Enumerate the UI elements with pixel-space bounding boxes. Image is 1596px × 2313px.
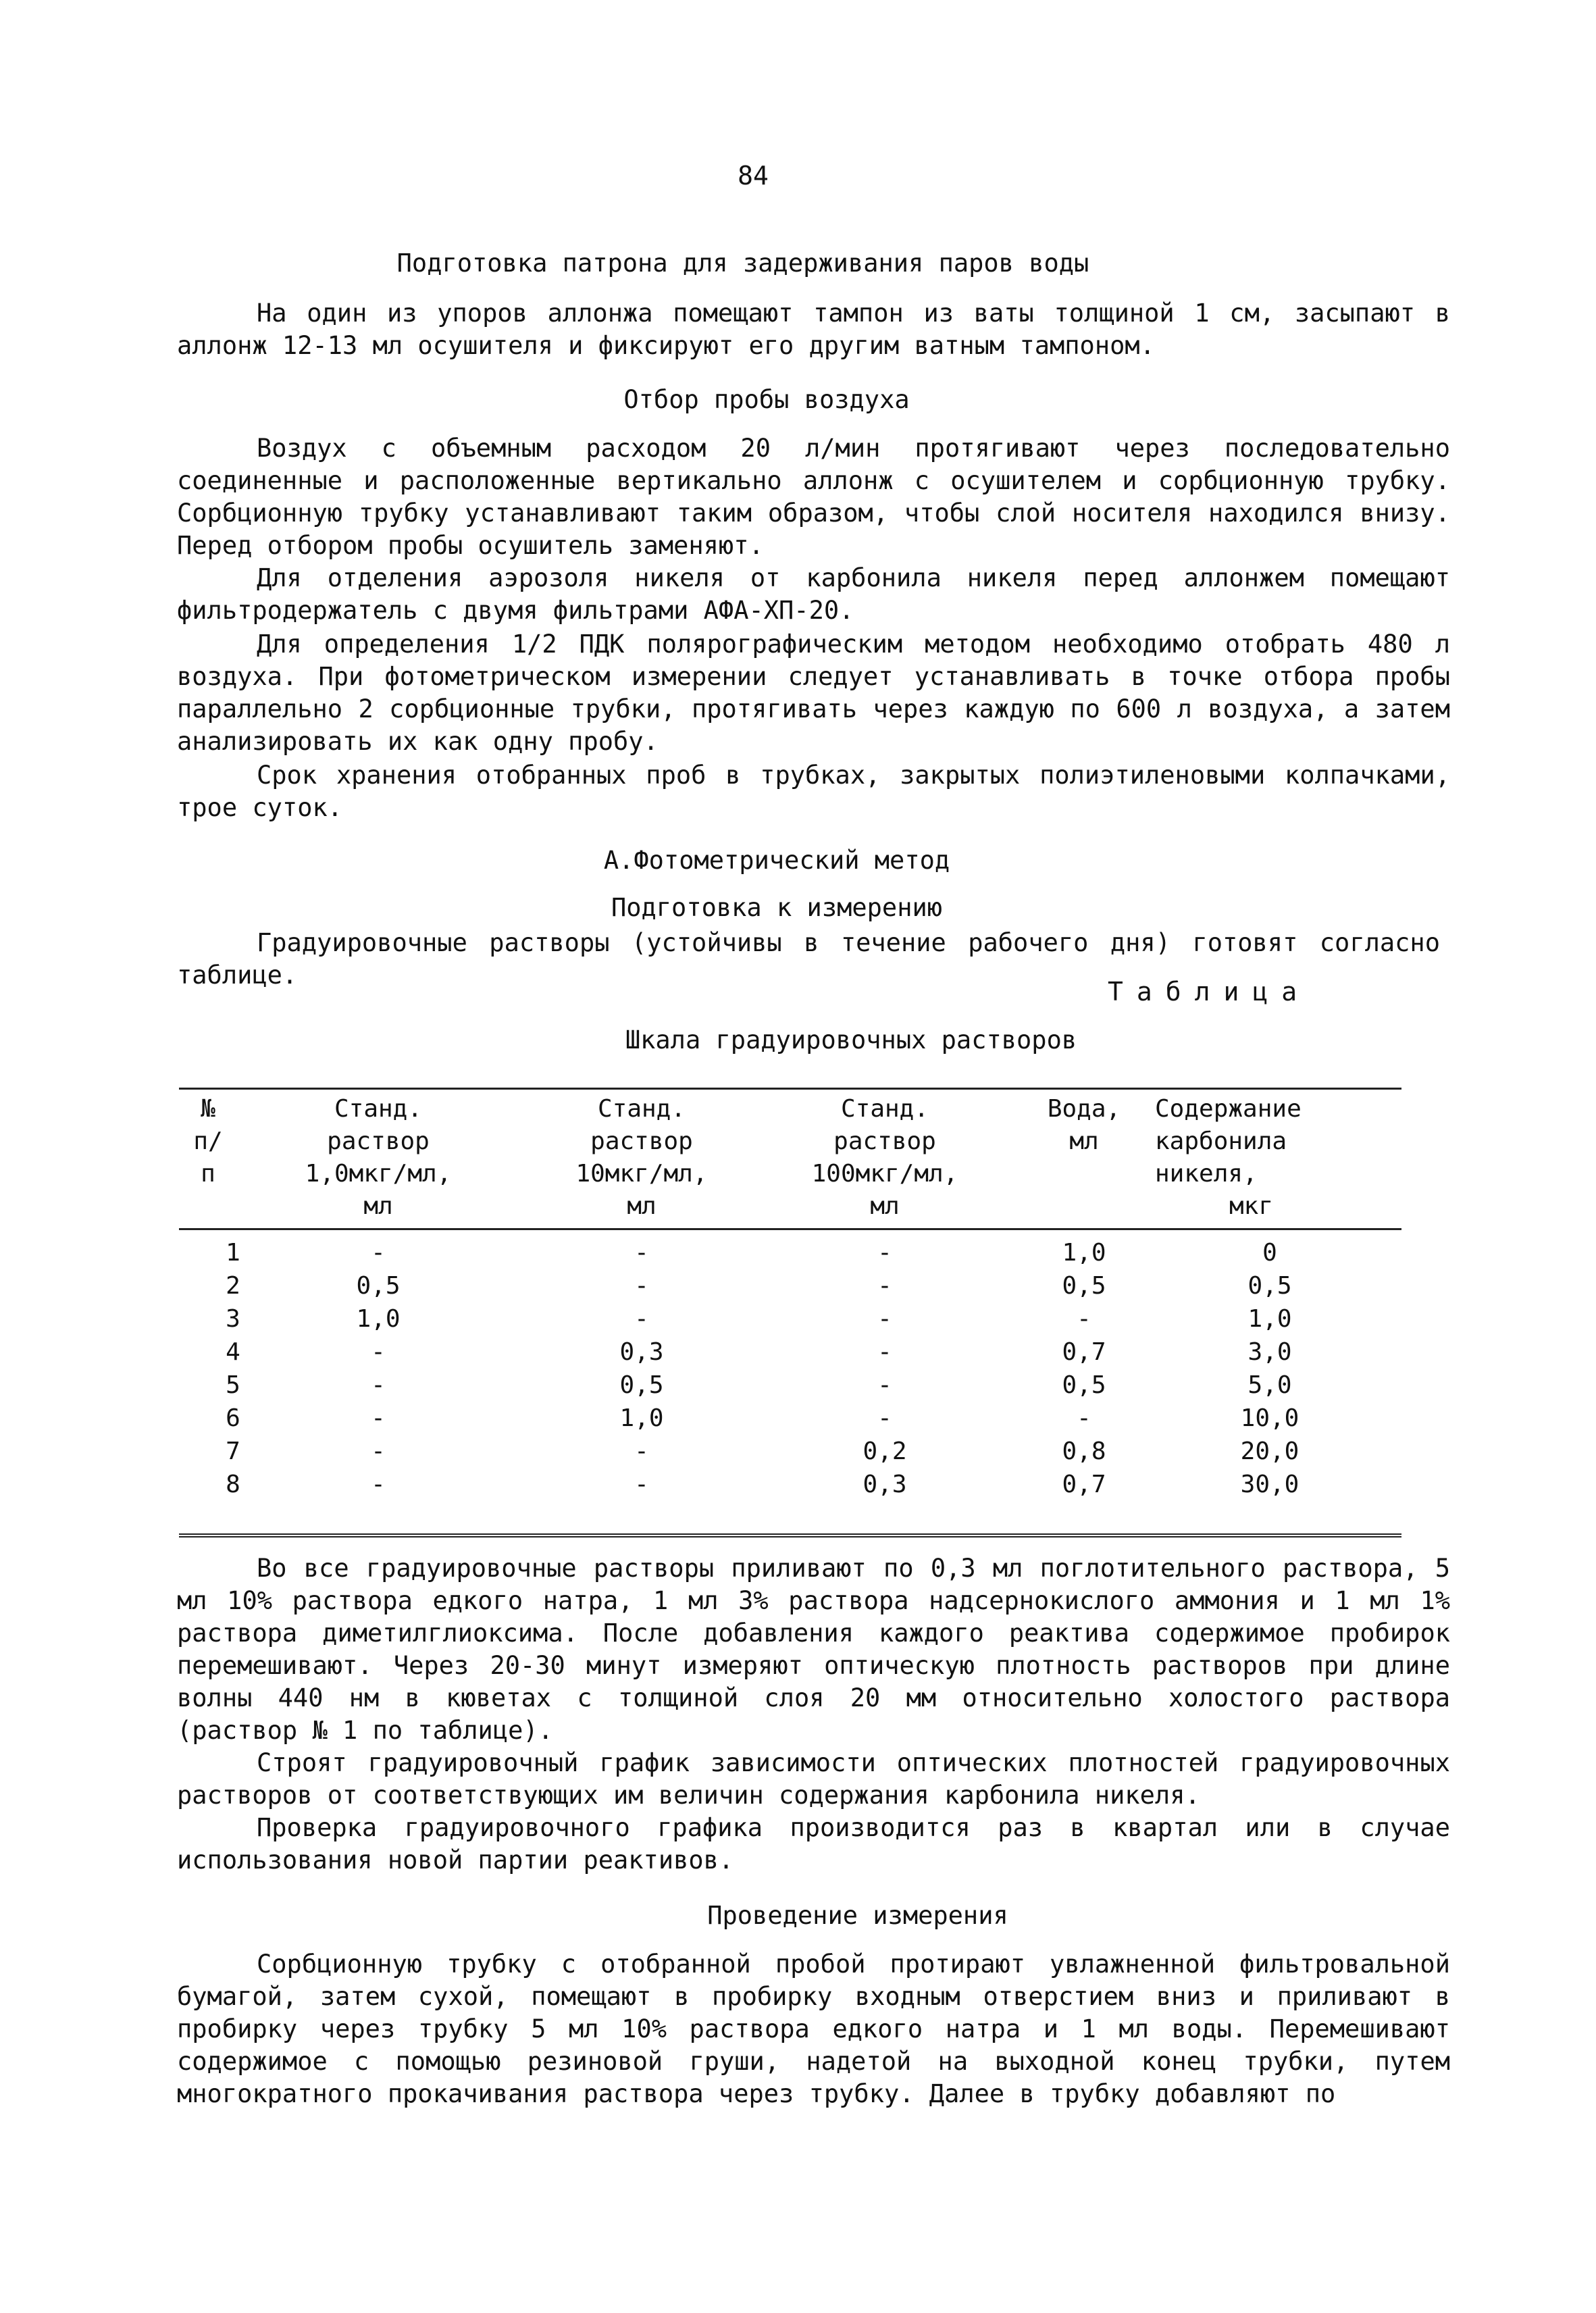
table-cell: 5 xyxy=(226,1371,240,1399)
column-header-line: раствор xyxy=(327,1127,430,1155)
column-header-line: мл xyxy=(627,1192,657,1220)
paragraph-cartridge: На один из упоров аллонжа помещают тампон из ваты толщиной 1 см, засыпают в аллонж 12-13 мл осушителя и фиксируют его другим ватным тампоном. xyxy=(177,299,1450,360)
table-cell: - xyxy=(634,1305,649,1333)
table-cell: - xyxy=(634,1239,649,1267)
table-cell: - xyxy=(877,1272,892,1300)
table-cell: - xyxy=(371,1438,386,1465)
page-number: 84 xyxy=(738,161,769,190)
table-cell: 0,5 xyxy=(1062,1371,1106,1399)
table-cell: 30,0 xyxy=(1240,1471,1299,1498)
table-cell: - xyxy=(877,1371,892,1399)
paragraph-sampling-4: Срок хранения отобранных проб в трубках, закрытых полиэтиленовыми колпачками, трое суток. xyxy=(177,761,1450,822)
column-header-line: 100мкг/мл, xyxy=(811,1160,958,1188)
table-cell: 1 xyxy=(226,1239,240,1267)
column-header-number xyxy=(188,1093,228,1190)
table-cell: - xyxy=(371,1338,386,1366)
table-cell: 3 xyxy=(226,1305,240,1333)
table-title: Шкала градуировочных растворов xyxy=(625,1025,1077,1054)
table-header-rule xyxy=(179,1228,1401,1230)
table-cell: 0,2 xyxy=(863,1438,907,1465)
table-cell: - xyxy=(371,1404,386,1432)
subheading-preparation: Подготовка к измерению xyxy=(611,893,943,922)
table-cell: 0,7 xyxy=(1062,1471,1106,1498)
column-header-line: Вода, xyxy=(1047,1095,1121,1123)
column-header-line: Станд. xyxy=(840,1095,929,1123)
table-cell: 0,3 xyxy=(619,1338,664,1366)
table-cell: 5,0 xyxy=(1247,1371,1292,1399)
table-cell: 0,5 xyxy=(1247,1272,1292,1300)
column-header-standard-100 xyxy=(790,1093,979,1223)
table-cell: 0,5 xyxy=(619,1371,664,1399)
column-header-line: 1,0мкг/мл, xyxy=(305,1160,452,1188)
table-cell: 1,0 xyxy=(619,1404,664,1432)
paragraph-sampling-2: Для отделения аэрозоля никеля от карбонила никеля перед аллонжем помещают фильтродержатель с двумя фильтрами АФА-ХП-20. xyxy=(177,563,1450,625)
section-heading-cartridge: Подготовка патрона для задерживания паров воды xyxy=(396,249,1089,278)
column-header-line: мл xyxy=(870,1192,900,1220)
table-cell: 0 xyxy=(1262,1239,1277,1267)
column-header-line: раствор xyxy=(590,1127,693,1155)
column-header-line: п/п xyxy=(193,1127,223,1188)
column-header-water xyxy=(1033,1093,1135,1158)
table-cell: - xyxy=(877,1239,892,1267)
paragraph-sampling-1: Воздух с объемным расходом 20 л/мин протягивают через последовательно соединенные и расположенные вертикально аллонж с осушителем и сорбционную трубку. Сорбционную трубку устанавливают таким образом, чтобы слой носителя находился внизу. Перед отбором пробы осушитель заменяют. xyxy=(177,434,1450,560)
section-heading-measurement: Проведение измерения xyxy=(707,1901,1008,1930)
table-cell: 2 xyxy=(226,1272,240,1300)
table-cell: 3,0 xyxy=(1247,1338,1292,1366)
paragraph-measurement: Сорбционную трубку с отобранной пробой протирают увлажненной фильтровальной бумагой, затем сухой, помещают в пробирку входным отверстием вниз и приливают в пробирку через трубку 5 мл 10% раствора едкого натра и 1 мл воды. Перемешивают содержимое с помощью резиновой груши, надетой на выходной конец трубки, путем многократного прокачивания раствора через трубку. Далее в трубку добавляют по xyxy=(177,1950,1450,2108)
paragraph-reagents: Во все градуировочные растворы приливают по 0,3 мл поглотительного раствора, 5 мл 10% раствора едкого натра, 1 мл 3% раствора надсернокислого аммония и 1 мл 1% раствора диметилглиоксима. После добавления каждого реактива содержимое пробирок перемешивают. Через 20-30 минут измеряют оптическую плотность растворов при длине волны 440 нм в кюветах с толщиной слоя 20 мм относительно холостого раствора (раствор № 1 по таблице). xyxy=(177,1554,1450,1745)
table-cell: 8 xyxy=(226,1471,240,1498)
table-cell: 20,0 xyxy=(1240,1438,1299,1465)
table-cell: 0,3 xyxy=(863,1471,907,1498)
table-cell: 1,0 xyxy=(1062,1239,1106,1267)
paragraph-graph-check: Проверка градуировочного графика производится раз в квартал или в случае использования новой партии реактивов. xyxy=(177,1813,1450,1875)
table-bottom-rule xyxy=(179,1533,1401,1537)
table-cell: - xyxy=(371,1471,386,1498)
table-cell: 10,0 xyxy=(1240,1404,1299,1432)
column-header-content xyxy=(1155,1093,1371,1223)
table-cell: 6 xyxy=(226,1404,240,1432)
column-header-standard-10 xyxy=(554,1093,729,1223)
paragraph-calibration-graph: Строят градуировочный график зависимости оптических плотностей градуировочных растворов от соответствующих им величин содержания карбонила никеля. xyxy=(177,1748,1450,1810)
table-cell: - xyxy=(877,1404,892,1432)
paragraph-preparation: Градуировочные растворы (устойчивы в течение рабочего дня) готовят согласно таблице. xyxy=(177,928,1440,990)
table-cell: 7 xyxy=(226,1438,240,1465)
column-header-line: мл xyxy=(1069,1127,1099,1155)
section-heading-sampling: Отбор пробы воздуха xyxy=(623,385,910,414)
table-top-rule xyxy=(179,1088,1401,1090)
column-header-line: раствор xyxy=(833,1127,936,1155)
table-cell: - xyxy=(371,1371,386,1399)
section-heading-photometric: А.Фотометрический метод xyxy=(603,846,950,875)
column-header-line: 10мкг/мл, xyxy=(575,1160,708,1188)
table-cell: - xyxy=(877,1338,892,1366)
table-cell: - xyxy=(634,1471,649,1498)
column-header-standard-1 xyxy=(290,1093,466,1223)
table-cell: - xyxy=(1077,1305,1091,1333)
table-label: Таблица xyxy=(1108,977,1311,1007)
table-cell: 0,8 xyxy=(1062,1438,1106,1465)
paragraph-sampling-3: Для определения 1/2 ПДК полярографическим методом необходимо отобрать 480 л воздуха. При фотометрическом измерении следует устанавливать в точке отбора пробы параллельно 2 сорбционные трубки, протягивать через каждую по 600 л воздуха, а затем анализировать их как одну пробу. xyxy=(177,630,1450,756)
column-header-line: карбонила xyxy=(1155,1127,1287,1155)
column-header-line: Станд. xyxy=(597,1095,686,1123)
table-cell: 4 xyxy=(226,1338,240,1366)
table-cell: 0,5 xyxy=(1062,1272,1106,1300)
table-cell: 0,5 xyxy=(356,1272,401,1300)
table-cell: - xyxy=(634,1438,649,1465)
table-cell: 1,0 xyxy=(1247,1305,1292,1333)
column-header-line: № xyxy=(201,1095,215,1123)
column-header-line: Содержание xyxy=(1155,1095,1302,1123)
column-header-line: мл xyxy=(363,1192,393,1220)
column-header-line: никеля, xyxy=(1155,1160,1258,1188)
table-cell: - xyxy=(877,1305,892,1333)
table-cell: - xyxy=(371,1239,386,1267)
column-header-line: Станд. xyxy=(334,1095,423,1123)
column-header-line: мкг xyxy=(1229,1192,1274,1220)
table-cell: 0,7 xyxy=(1062,1338,1106,1366)
table-cell: - xyxy=(634,1272,649,1300)
table-cell: 1,0 xyxy=(356,1305,401,1333)
table-cell: - xyxy=(1077,1404,1091,1432)
